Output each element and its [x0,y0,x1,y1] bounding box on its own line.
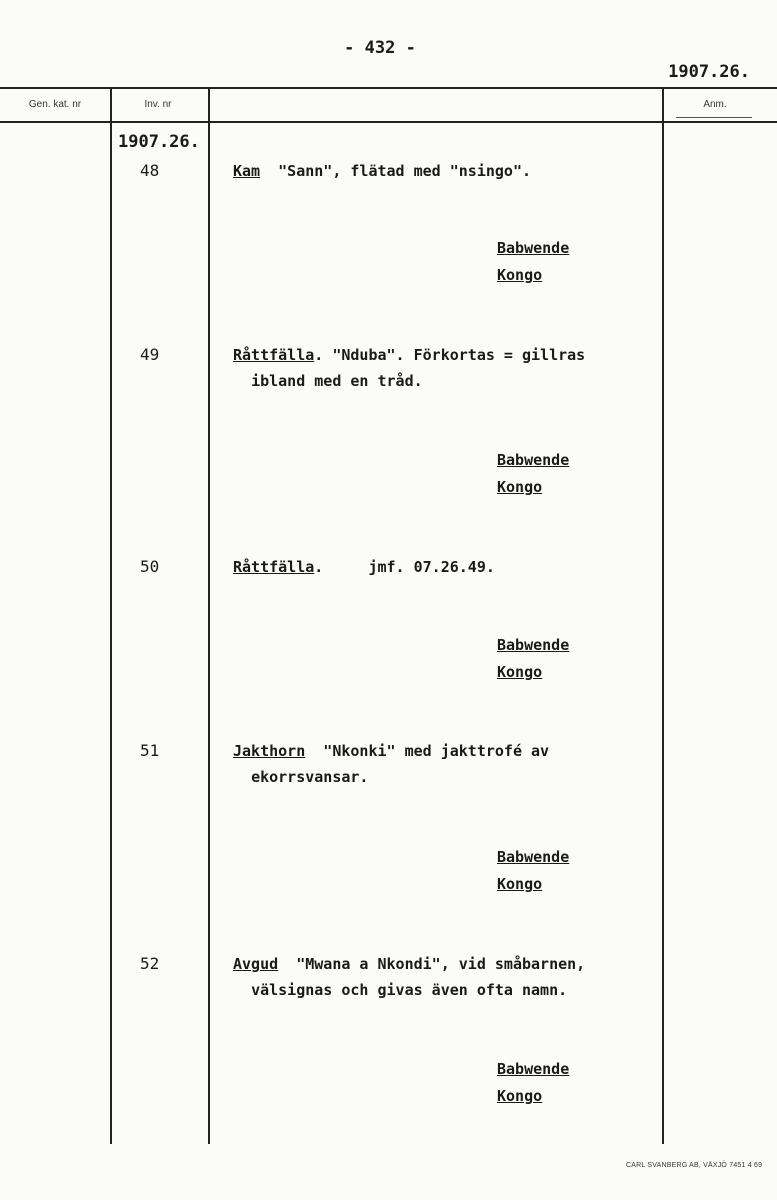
entry-text: "Sann", flätad med "nsingo". [260,162,532,180]
entry-location [497,447,569,501]
entry-description [233,342,658,394]
column-header-gen-kat-nr: Gen. kat. nr [28,99,82,110]
entry-term: Råttfälla [233,346,315,364]
entry-location [497,844,569,898]
entry-text: . jmf. 07.26.49. [314,558,495,576]
entry-inv-number: 50 [140,557,160,576]
entry-location [497,1056,569,1110]
header-reference: 1907.26. [668,62,750,82]
entry-group: Babwende [497,239,570,257]
header-bottom-rule [0,121,777,123]
entry-inv-number: 52 [140,954,160,973]
entry-text: "Nkonki" med jakttrofé av ekorrsvansar. [251,742,550,786]
page-number: - 432 - [344,38,416,58]
anm-underline [676,117,752,118]
entry-region: Kongo [497,478,543,496]
entry-inv-number: 48 [140,161,160,180]
column-divider-2 [208,88,210,1144]
entry-text: "Mwana a Nkondi", vid småbarnen, välsignas och givas även ofta namn. [251,955,586,999]
entry-description [233,158,658,184]
entry-location [497,632,569,686]
entry-inv-number: 51 [140,741,160,760]
entry-region: Kongo [497,663,543,681]
entry-region: Kongo [497,266,543,284]
entry-group: Babwende [497,451,570,469]
entry-term: Kam [233,162,261,180]
entry-region: Kongo [497,1087,543,1105]
entry-description [233,738,658,790]
column-divider-3 [662,88,664,1144]
entry-description [233,554,658,580]
entry-location [497,235,569,289]
entry-term: Avgud [233,955,279,973]
entry-inv-number: 49 [140,345,160,364]
inventory-prefix: 1907.26. [118,132,200,152]
header-top-rule [0,87,777,89]
entry-term: Jakthorn [233,742,306,760]
entry-description [233,951,658,1003]
printer-mark: CARL SVANBERG AB, VÄXJÖ 7451 4 69 [626,1162,763,1169]
entry-group: Babwende [497,636,570,654]
entry-text: . "Nduba". Förkortas = gillras ibland med en tråd. [251,346,586,390]
column-header-inv-nr: Inv. nr [144,99,172,110]
entry-group: Babwende [497,1060,570,1078]
column-header-anm: Anm. [703,99,727,110]
entry-region: Kongo [497,875,543,893]
entry-term: Råttfälla [233,558,315,576]
entry-group: Babwende [497,848,570,866]
column-divider-1 [110,88,112,1144]
